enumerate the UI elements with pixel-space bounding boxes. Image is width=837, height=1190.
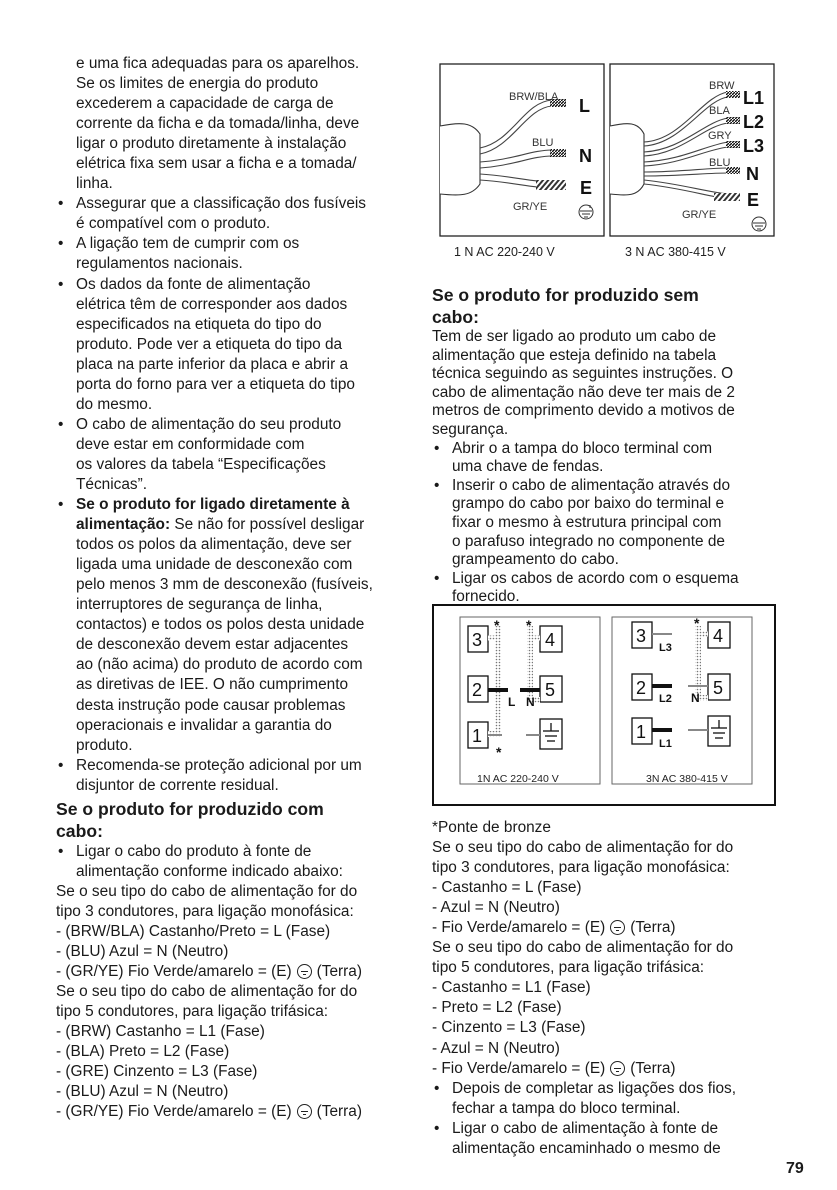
connect-wires-bullet: • Ligar os cabos de acordo com o esquema fornecido. (432, 570, 784, 607)
single-phase-terminal-block (460, 617, 600, 785)
close-cover-bullet: • Depois de completar as ligações dos fios, fechar a tampa do bloco terminal. (432, 1079, 784, 1119)
terminal-label: L2 (659, 693, 672, 705)
heading-with-cable: Se o produto for produzido com cabo: (56, 798, 324, 841)
insert-cable-bullet: • Inserir o cabo de alimentação através do grampo do cabo por baixo do terminal e fixar o mesmo à estrutura principal com o parafuso integrado no componente de grampeamento do cabo. (432, 477, 784, 570)
three-phase-section-right: Se o seu tipo do cabo de alimentação for do tipo 5 condutores, para ligação trifásica: - Castanho = L1 (Fase) - Preto = L2 (Fase) - Cinzento = L3 (Fase) - Azul = N (Neutro) - Fio Verde/amarelo = (E) (Terra) (432, 939, 734, 1077)
wire-label: GRY (708, 130, 732, 142)
terminal-number: 4 (545, 630, 556, 650)
wire-end (726, 91, 740, 98)
direct-connection-bullet: • Se o produto for ligado diretamente à alimentação: Se não for possível desligar todos os polos da alimentação, deve ser ligada uma unidade de desconexão com pelo menos 3 mm de desconexão (fusíveis, interruptores de segurança de linha, contactos) e todos os polos desta unidade de desconexão devem estar adjacentes ao (não acima) do produto de acordo com as diretivas de IEE. O não cumprimento desta instrução pode causar problemas operacionais e invalidar a garantia do produto. (56, 495, 406, 756)
open-cover-bullet: • Abrir o a tampa do bloco terminal com uma chave de fendas. (432, 440, 784, 477)
wire-end (726, 141, 740, 148)
bridge-star: * (526, 617, 532, 633)
earth-icon (297, 964, 312, 979)
terminal-block-diagram (432, 604, 776, 806)
right-column-upper (432, 282, 784, 607)
without-cable-paragraph: Tem de ser ligado ao produto um cabo de alimentação que esteja definido na tabela técnica seguindo as seguintes instruções. O cabo de alimentação não deve ter mais de 2 metros de comprimento devido a motivos de segurança. (432, 328, 735, 438)
terminal-label: L2 (743, 112, 765, 132)
terminal-label: E (580, 178, 593, 198)
wiring-caption: 3 N AC 380-415 V (625, 245, 726, 259)
terminal-number: 3 (636, 626, 647, 646)
page-number: 79 (786, 1160, 804, 1177)
terminal-label: L3 (743, 136, 765, 156)
wiring-caption: 1 N AC 220-240 V (454, 245, 555, 259)
wire-label: BRW/BLA (509, 91, 559, 103)
terminal-number: 2 (636, 678, 647, 698)
wire-label: BRW (709, 80, 735, 92)
earth-icon (297, 1104, 312, 1119)
wire-label: BLA (709, 105, 730, 117)
terminal-label: N (746, 164, 759, 184)
cable-sheath (440, 124, 480, 195)
terminal-label: N (691, 691, 700, 705)
fuse-bullet: • Assegurar que a classificação dos fusíveis é compatível com o produto. (56, 194, 406, 234)
terminal-label: N (579, 146, 592, 166)
terminal-label: L1 (743, 88, 765, 108)
route-cable-bullet: • Ligar o cabo de alimentação à fonte de alimentação encaminhado o mesmo de (432, 1119, 784, 1159)
wire-end (726, 117, 740, 124)
earth-icon (610, 920, 625, 935)
wire-end-striped (714, 193, 740, 201)
terminal-label: E (747, 190, 760, 210)
wire-end (550, 149, 566, 157)
wire-label: BLU (709, 157, 731, 169)
bridge-star: * (694, 615, 700, 631)
wiring-diagram (432, 62, 780, 262)
terminal-number: 1 (636, 722, 647, 742)
wire-end-striped (536, 180, 566, 190)
single-phase-wiring-panel (440, 64, 604, 259)
terminal-label: L (508, 695, 516, 709)
single-phase-section: Se o seu tipo do cabo de alimentação for do tipo 3 condutores, para ligação monofásica: - (BRW/BLA) Castanho/Preto = L (Fase) - (BLU) Azul = N (Neutro) - (GR/YE) Fio Verde/amarelo = (E) (Terra) (56, 882, 362, 981)
cable-spec-bullet: • O cabo de alimentação do seu produto deve estar em conformidade com os valores da tabela “Especificações Técnicas”. (56, 415, 406, 495)
wire-label: GR/YE (682, 209, 717, 221)
terminal-caption: 1N AC 220-240 V (477, 773, 559, 785)
regulation-bullet: • A ligação tem de cumprir com os regulamentos nacionais. (56, 234, 406, 274)
terminal-number: 5 (545, 680, 556, 700)
bridge-star: * (496, 744, 502, 760)
earth-icon (610, 1061, 625, 1076)
terminal-number: 4 (713, 626, 724, 646)
three-phase-terminal-block (612, 615, 752, 785)
terminal-number: 3 (472, 630, 483, 650)
single-phase-section-right: Se o seu tipo do cabo de alimentação for do tipo 3 condutores, para ligação monofásica: - Castanho = L (Fase) - Azul = N (Neutro) - Fio Verde/amarelo = (E) (Terra) (432, 839, 734, 937)
terminal-number: 5 (713, 678, 724, 698)
terminal-number: 1 (472, 726, 483, 746)
three-phase-wiring-panel (610, 64, 774, 259)
terminal-label: L3 (659, 642, 672, 654)
bridge-star: * (494, 617, 500, 633)
cable-sheath (610, 124, 644, 195)
intro-paragraph: e uma fica adequadas para os aparelhos. Se os limites de energia do produto excederem a capacidade de carga de corrente da ficha e da tomada/linha, deve ligar o produto diretamente à instalação elétrica fixa sem usar a ficha e a tomada/ linha. (76, 55, 360, 193)
connect-cable-bullet: • Ligar o cabo do produto à fonte de alimentação conforme indicado abaixo: (56, 842, 406, 882)
wire-label: GR/YE (513, 201, 548, 213)
terminal-caption: 3N AC 380-415 V (646, 773, 728, 785)
left-column (56, 54, 406, 1122)
terminal-label: L (579, 96, 590, 116)
bronze-note: *Ponte de bronze (432, 819, 551, 836)
terminal-number: 2 (472, 680, 483, 700)
rcd-bullet: • Recomenda-se proteção adicional por um disjuntor de corrente residual. (56, 756, 406, 796)
terminal-label: L1 (659, 738, 672, 750)
terminal-label: N (526, 695, 535, 709)
three-phase-section: Se o seu tipo do cabo de alimentação for do tipo 5 condutores, para ligação trifásica: - (BRW) Castanho = L1 (Fase) - (BLA) Preto = L2 (Fase) - (GRE) Cinzento = L3 (Fase) - (BLU) Azul = N (Neutro) - (GR/YE) Fio Verde/amarelo = (E) (Terra) (56, 983, 362, 1121)
right-column-lower (432, 818, 784, 1159)
wire-label: BLU (532, 137, 554, 149)
type-label-bullet: • Os dados da fonte de alimentação elétrica têm de corresponder aos dados especificados na etiqueta do tipo do produto. Pode ver a etiqueta do tipo da placa na parte inferior da placa e abrir a porta do forno para ver a etiqueta do tipo do mesmo. (56, 275, 406, 415)
heading-without-cable: Se o produto for produzido sem cabo: (432, 285, 699, 327)
